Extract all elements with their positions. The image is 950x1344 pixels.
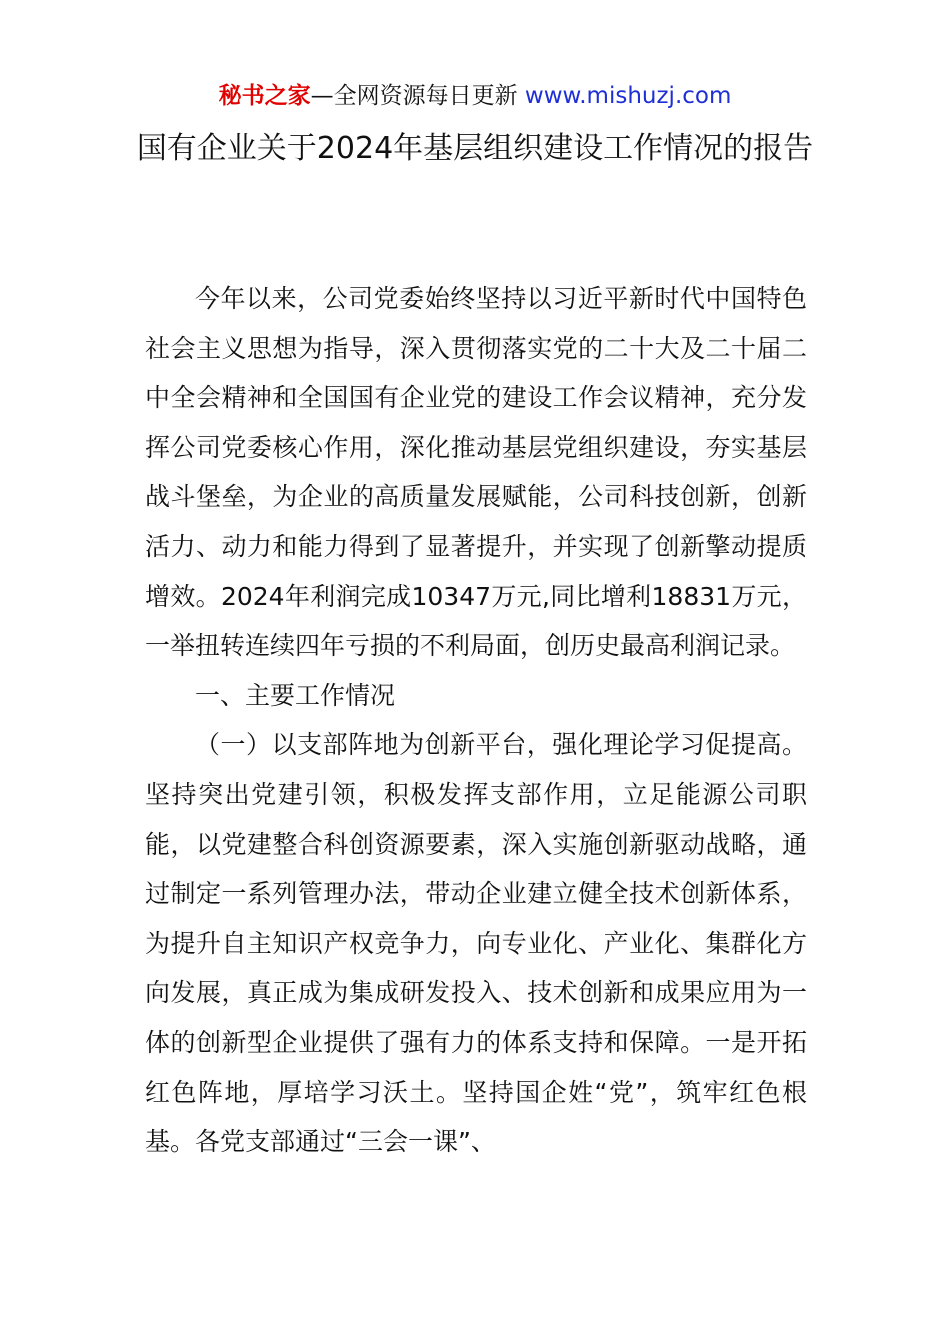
site-brand: 秘书之家 xyxy=(218,83,311,109)
site-banner xyxy=(0,80,950,112)
site-url-link[interactable]: www.mishuzj.com xyxy=(524,83,732,109)
paragraph-intro: 今年以来，公司党委始终坚持以习近平新时代中国特色社会主义思想为指导，深入贯彻落实党的二十大及二十届二中全会精神和全国国有企业党的建设工作会议精神，充分发挥公司党委核心作用，深化推动基层党组织建设，夯实基层战斗堡垒，为企业的高质量发展赋能，公司科技创新，创新活力、动力和能力得到了显著提升，并实现了创新擎动提质增效。2024年利润完成10347万元,同比增利18831万元，一举扭转连续四年亏损的不利局面，创历史最高利润记录。 xyxy=(145,284,807,661)
paragraph-section-1-1: （一）以支部阵地为创新平台，强化理论学习促提高。坚持突出党建引领，积极发挥支部作用，立足能源公司职能，以党建整合科创资源要素，深入实施创新驱动战略，通过制定一系列管理办法，带动企业建立健全技术创新体系，为提升自主知识产权竞争力，向专业化、产业化、集群化方向发展，真正成为集成研发投入、技术创新和成果应用为一体的创新型企业提供了强有力的体系支持和保障。一是开拓红色阵地，厚培学习沃土。坚持国企姓“党”，筑牢红色根基。各党支部通过“三会一课”、 xyxy=(145,730,807,1157)
document-body xyxy=(145,274,807,1167)
section-heading-1: 一、主要工作情况 xyxy=(195,680,396,710)
site-tagline: —全网资源每日更新 xyxy=(310,83,525,109)
document-title: 国有企业关于2024年基层组织建设工作情况的报告 xyxy=(136,131,814,166)
